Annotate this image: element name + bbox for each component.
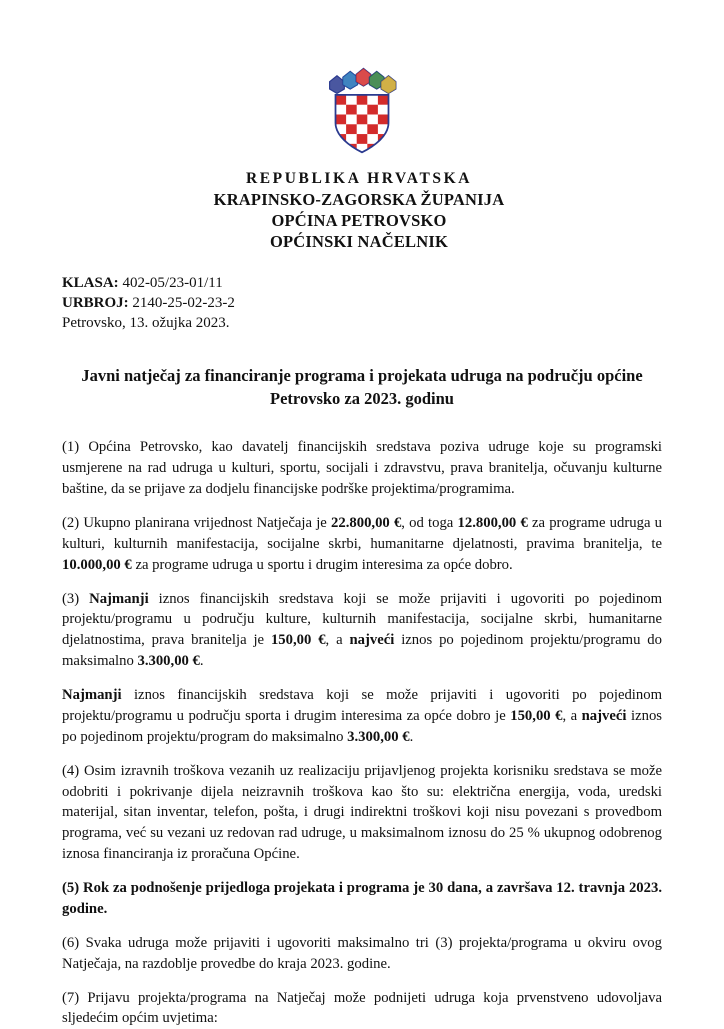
croatian-coat-of-arms-icon xyxy=(325,64,399,156)
klasa-label: KLASA: xyxy=(62,275,119,291)
paragraph-7: (6) Svaka udruga može prijaviti i ugovoriti maksimalno tri (3) projekta/programa u okviru ovog Natječaja, na razdoblje provedbe do kraja 2023. godine. xyxy=(62,934,662,972)
paragraph-8: (7) Prijavu projekta/programa na Natječaj može podnijeti udruga koja prvenstveno udovoljava sljedećim općim uvjetima: xyxy=(62,989,662,1027)
municipality-name: OPĆINA PETROVSKO xyxy=(271,211,447,230)
page-title: Javni natječaj za financiranje programa i projekata udruga na području općine Petrovsko za 2023. godinu xyxy=(81,365,643,409)
organization-header xyxy=(56,170,662,252)
office-name: OPĆINSKI NAČELNIK xyxy=(269,232,449,251)
paragraph-5: (4) Osim izravnih troškova vezanih uz realizaciju prijavljenog projekta korisniku sredstava se može odobriti i pokrivanje dijela neizravnih troškova kao što su: električna energija, voda, uredski materijal, sitan inventar, telefon, pošta, i drugi indirektni troškovi koji nisu povezani s provedbom programa, već su vezani uz redovan rad udruge, u maksimalnom iznosu do 25 % ukupnog odobrenog iznosa financiranja iz proračuna Općine. xyxy=(62,762,662,863)
paragraph-3: (3) Najmanji iznos financijskih sredstava koji se može prijaviti i ugovoriti po pojedinom projektu/programu u području kulture, kulturnih manifestacija, socijalne skrbi, humanitarne djelatnostima, prava branitelja je 150,00 €, a najveći iznos po pojedinom projektu/programu do maksimalno 3.300,00 €. xyxy=(62,590,662,670)
place-date: Petrovsko, 13. ožujka 2023. xyxy=(62,315,230,331)
paragraph-6: (5) Rok za podnošenje prijedloga projekata i programa je 30 dana, a završava 12. travnja 2023. godine. xyxy=(62,880,662,917)
urbroj-label: URBROJ: xyxy=(62,294,129,311)
urbroj-line xyxy=(62,294,662,314)
klasa-line xyxy=(62,274,662,294)
country-name: REPUBLIKA HRVATSKA xyxy=(245,170,473,187)
coat-of-arms-container xyxy=(62,64,662,156)
document-body xyxy=(62,437,662,1029)
paragraph-2: (2) Ukupno planirana vrijednost Natječaja je 22.800,00 €, od toga 12.800,00 € za programe udruga u kulturi, kulturnih manifestacija, socijalne skrbi, humanitarne djelatnosti, pravima branitelja, te 10.000,00 € za programe udruga u sportu i drugim interesima za opće dobro. xyxy=(62,514,662,573)
urbroj-value: 2140-25-02-23-2 xyxy=(132,294,235,311)
reference-block xyxy=(62,274,662,334)
klasa-value: 402-05/23-01/11 xyxy=(122,275,223,291)
county-name: KRAPINSKO-ZAGORSKA ŽUPANIJA xyxy=(213,190,505,209)
paragraph-4: Najmanji iznos financijskih sredstava koji se može prijaviti i ugovoriti po pojedinom projektu/programu u području sporta i drugim interesima za opće dobro je 150,00 €, a najveći iznos po pojedinom projektu/program do maksimalno 3.300,00 €. xyxy=(62,687,663,745)
paragraph-1: (1) Općina Petrovsko, kao davatelj financijskih sredstava poziva udruge koje su programski usmjerene na rad udruga u kulturi, sportu, socijali i zdravstvu, prava branitelja, očuvanju kulturne baštine, da se prijave za dodjelu financijske podrške projektima/programima. xyxy=(62,439,662,498)
